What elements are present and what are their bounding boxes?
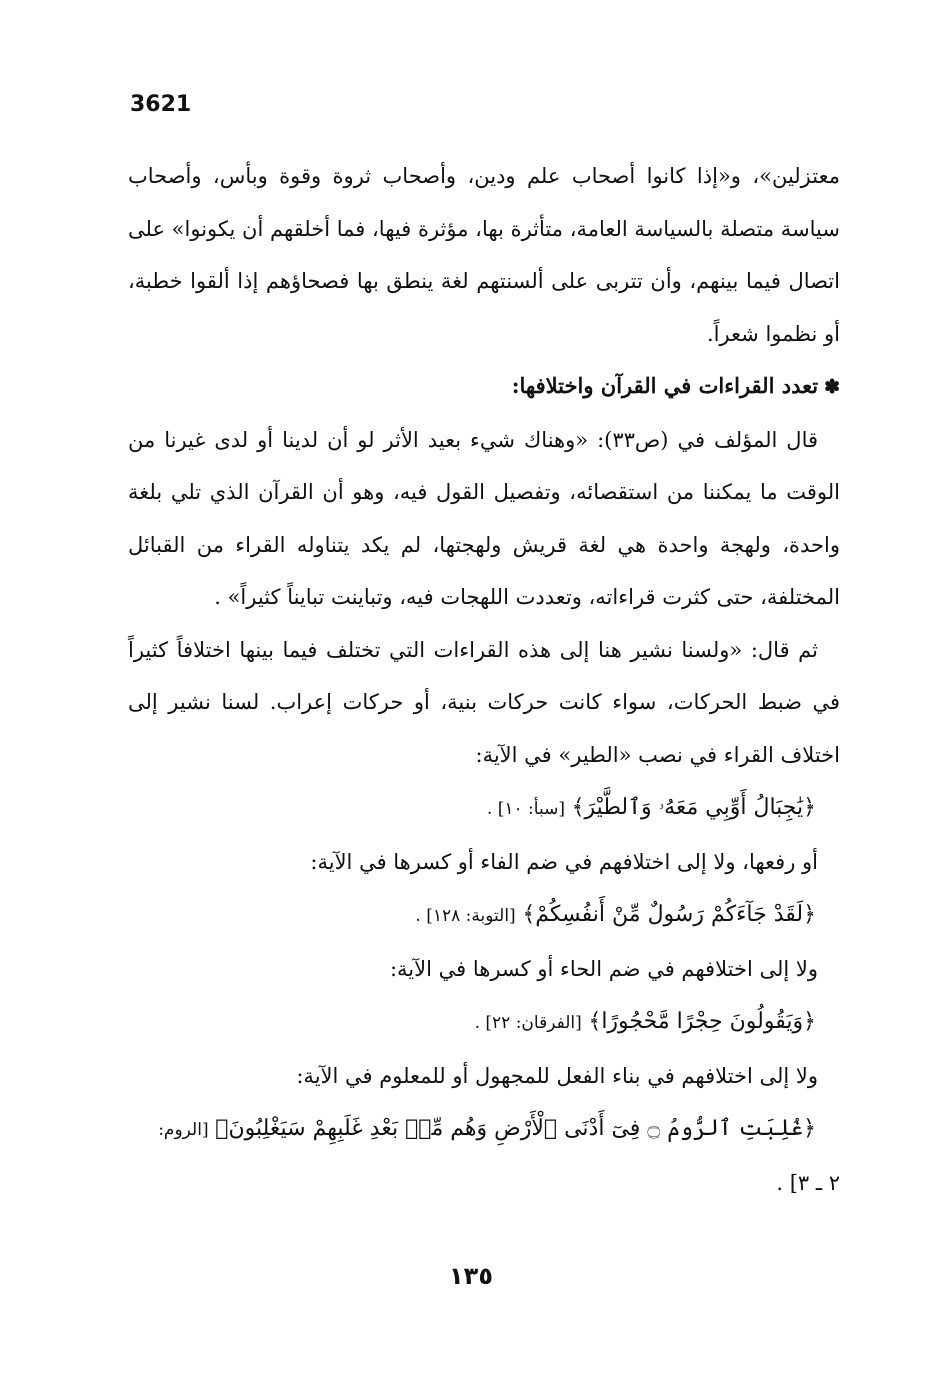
verse-text: ﴿لَقَدْ جَآءَكُمْ رَسُولٌ مِّنْ أَنفُسِكُمْ﴾ xyxy=(522,902,816,927)
page-id: 3621 xyxy=(130,92,192,117)
verse-reference: [الروم: xyxy=(158,1120,209,1140)
verse-text: ﴿وَيَقُولُونَ حِجْرًا مَّحْجُورًا﴾ xyxy=(588,1009,816,1034)
asterisk-icon: ✽ xyxy=(824,376,840,398)
quran-verse-2 xyxy=(128,888,840,943)
verse-reference: [التوبة: ١٢٨] . xyxy=(415,906,516,926)
text-line-5: ولا إلى اختلافهم في ضم الحاء أو كسرها في الآية: xyxy=(389,956,818,981)
verse-text: ﴿غُلِبَتِ ٱلرُّومُ ۝ فِىٓ أَدْنَى ٱلْأَرْضِ وَهُم مِّنۢ بَعْدِ غَلَبِهِمْ سَيَغْلِبُونَ﴾ xyxy=(215,1116,816,1141)
page-body xyxy=(128,150,840,1209)
section-heading xyxy=(128,360,840,414)
verse-reference: [الفرقان: ٢٢] . xyxy=(474,1013,582,1033)
section-heading-text: تعدد القراءات في القرآن واختلافها: xyxy=(511,373,819,398)
quran-verse-3 xyxy=(128,995,840,1050)
paragraph-2: قال المؤلف في (ص٣٣): «وهناك شيء بعيد الأثر لو أن لدينا أو لدى غيرنا من الوقت ما يمكننا من استقصائه، وتفصيل القول فيه، وهو أن القرآن الذي تلي بلغة واحدة، ولهجة واحدة هي لغة قريش ولهجتها، لم يكد يتناوله القراء من القبائل المختلفة، حتى كثرت قراءاته، وتعددت اللهجات فيه، وتباينت تبايناً كثيراً» . xyxy=(128,427,840,609)
quran-verse-1 xyxy=(128,781,840,836)
text-line-4: أو رفعها، ولا إلى اختلافهم في ضم الفاء أو كسرها في الآية: xyxy=(310,849,818,874)
paragraph-1: معتزلين»، و«إذا كانوا أصحاب علم ودين، وأصحاب ثروة وقوة وبأس، وأصحاب سياسة متصلة بالسياسة العامة، متأثرة بها، مؤثرة فيها، فما أخلقهم أن يكونوا» على اتصال فيما بينهم، وأن تتربى على ألسنتهم لغة ينطق بها فصحاؤهم إذا ألقوا خطبة، أو نظموا شعراً. xyxy=(128,164,840,346)
verse-reference: [سبأ: ١٠] . xyxy=(486,799,565,819)
quran-verse-4 xyxy=(128,1102,840,1157)
text-line-6: ولا إلى اختلافهم في بناء الفعل للمجهول أو للمعلوم في الآية: xyxy=(296,1063,818,1088)
verse-reference-continued xyxy=(128,1157,840,1210)
paragraph-3: ثم قال: «ولسنا نشير هنا إلى هذه القراءات التي تختلف فيما بينها اختلافاً كثيراً في ضبط الحركات، سواء كانت حركات بنية، أو حركات إعراب. لسنا نشير إلى اختلاف القراء في نصب «الطير» في الآية: xyxy=(128,637,840,767)
verse-text: ﴿يَٰجِبَالُ أَوِّبِي مَعَهُۥ وَٱلطَّيْرَ﴾ xyxy=(571,795,816,820)
verse-reference-end: ٢ ـ ٣] . xyxy=(776,1170,840,1195)
page-number: ١٣٥ xyxy=(449,1262,493,1290)
